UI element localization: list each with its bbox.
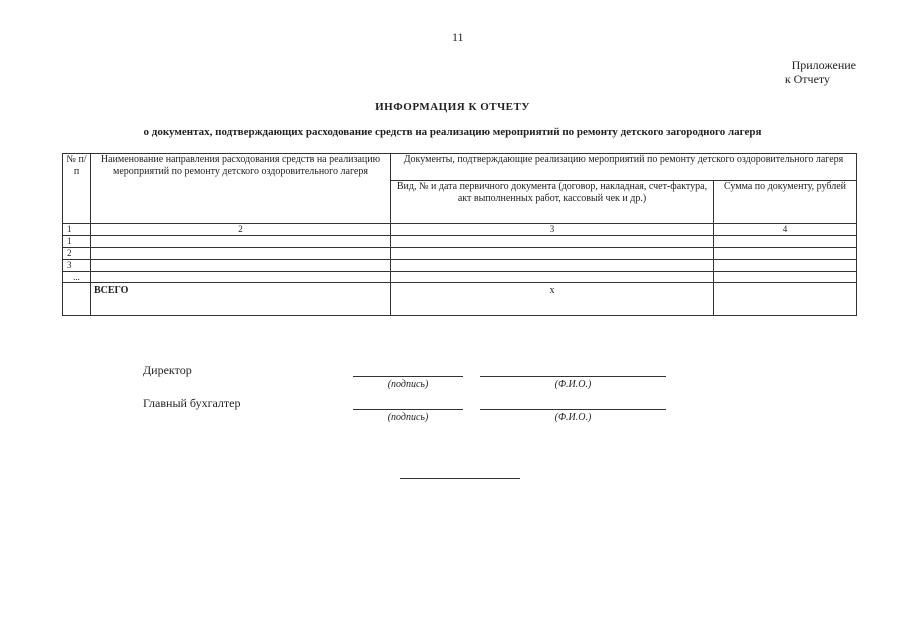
table-cell (91, 260, 391, 272)
chief-accountant-label: Главный бухгалтер (143, 396, 241, 410)
table-cell (714, 272, 857, 283)
table-row (63, 236, 857, 248)
appendix-note (760, 58, 856, 86)
column-numbers-row (63, 224, 857, 236)
table-cell (391, 272, 714, 283)
table-row (63, 272, 857, 283)
appendix-line-2: к Отчету (784, 72, 830, 86)
director-signature-line (353, 376, 463, 377)
director-label: Директор (143, 363, 192, 377)
row-number: ... (63, 272, 91, 283)
row-number: 2 (63, 248, 91, 260)
table-row (63, 248, 857, 260)
table-cell (391, 260, 714, 272)
appendix-line-1: Приложение (791, 58, 856, 72)
table-cell (63, 283, 91, 316)
row-number: 1 (63, 236, 91, 248)
director-name-line (480, 376, 666, 377)
column-number: 3 (391, 224, 714, 236)
total-sum-cell (714, 283, 857, 316)
document-subtitle: о документах, подтверждающих расходование средств на реализацию мероприятий по ремонту детского загородного лагеря (143, 126, 762, 138)
total-row (63, 283, 857, 316)
header-cell-num: № п/п (63, 154, 91, 224)
table-row (63, 260, 857, 272)
table-cell (91, 272, 391, 283)
table-cell (91, 236, 391, 248)
accountant-name-line (480, 409, 666, 410)
table-cell (391, 248, 714, 260)
director-signature-caption: (подпись) (387, 379, 429, 390)
row-number: 3 (63, 260, 91, 272)
header-cell-direction: Наименование направления расходования средств на реализацию мероприятий по ремонту детского оздоровительного лагеря (91, 154, 391, 224)
closing-divider (400, 478, 520, 479)
accountant-name-caption: (Ф.И.О.) (554, 412, 592, 423)
report-table (62, 153, 857, 316)
table-cell (714, 260, 857, 272)
table-cell (91, 248, 391, 260)
table-cell (714, 236, 857, 248)
column-number: 2 (91, 224, 391, 236)
header-cell-sum: Сумма по документу, рублей (714, 181, 857, 224)
document-title: ИНФОРМАЦИЯ К ОТЧЕТУ (375, 101, 530, 113)
total-label: ВСЕГО (91, 283, 391, 316)
accountant-signature-caption: (подпись) (387, 412, 429, 423)
column-number: 1 (63, 224, 91, 236)
table-cell (391, 236, 714, 248)
header-cell-documents: Документы, подтверждающие реализацию мероприятий по ремонту детского оздоровительного лагеря (391, 154, 857, 181)
page-number: 11 (452, 30, 464, 44)
director-name-caption: (Ф.И.О.) (554, 379, 592, 390)
header-cell-doc-type: Вид, № и дата первичного документа (договор, накладная, счет-фактура, акт выполненных работ, кассовый чек и др.) (391, 181, 714, 224)
accountant-signature-line (353, 409, 463, 410)
total-mark: x (391, 283, 714, 316)
table-cell (714, 248, 857, 260)
column-number: 4 (714, 224, 857, 236)
